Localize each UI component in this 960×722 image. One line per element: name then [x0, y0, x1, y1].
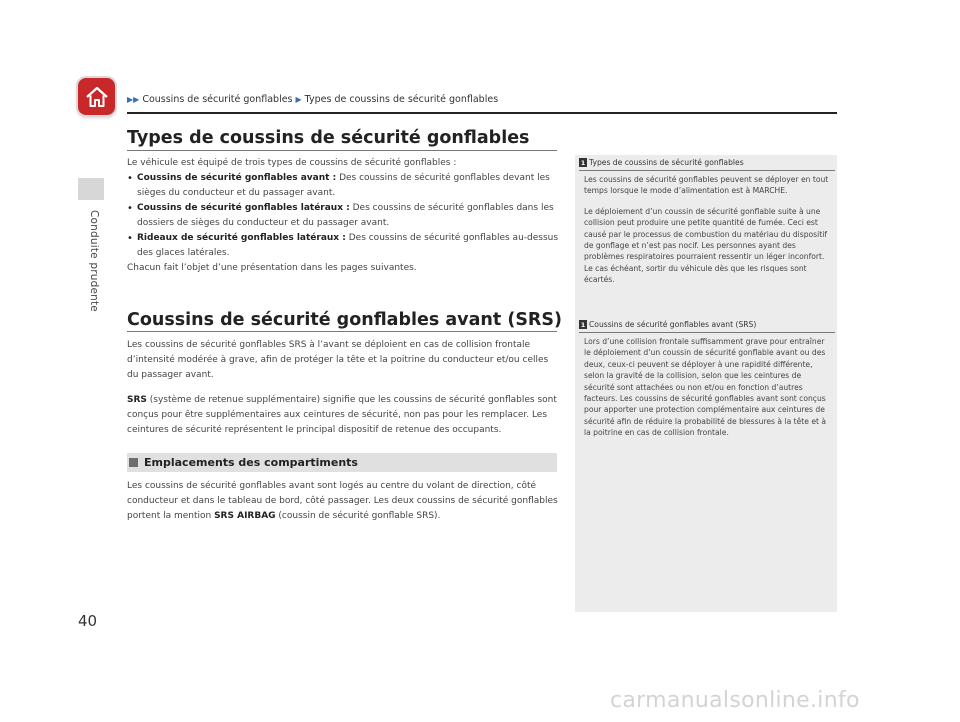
home-button[interactable] — [78, 78, 115, 115]
header-divider — [127, 112, 837, 114]
srs-term: SRS — [127, 395, 147, 405]
bullet-text: Des coussins de sécurité gonflables dans les dossiers de sièges du conducteur et du passager avant. — [137, 203, 554, 228]
paragraph: SRS (système de retenue supplémentaire) signifie que les coussins de sécurité gonflables sont conçus pour être supplémentaires aux ceintures de sécurité, non pas pour les remplacer. Les ceintures de sécurité représentent le principal dispositif de retenue des occupants. — [127, 395, 557, 435]
bullet-icon: • — [127, 173, 133, 184]
bullet-text: Des coussins de sécurité gonflables au-dessus des glaces latérales. — [137, 233, 559, 258]
chapter-tab[interactable] — [78, 178, 104, 200]
note-reference-icon: 1 — [580, 320, 586, 329]
section-front-body — [127, 338, 559, 438]
note-title[interactable]: Coussins de sécurité gonflables avant (SRS) — [589, 320, 757, 329]
note-title[interactable]: Types de coussins de sécurité gonflables — [589, 158, 744, 167]
bullet-icon: • — [127, 203, 133, 214]
page-number: 40 — [78, 612, 98, 630]
bullet-text: Des coussins de sécurité gonflables devant les sièges du conducteur et du passager avant. — [137, 173, 550, 198]
note-body: Lors d’une collision frontale suffisamment grave pour entraîner le déploiement d’un coussin de sécurité gonflable avant ou des deux, ceux-ci peuvent se déployer à une rapidité différente, selon la gravité de la collision, selon que les ceintures de sécurité sont attachées ou non et/ou en fonction d’autres facteurs. Les coussins de sécurité gonflables avant sont conçus pour apporter une protection complémentaire aux ceintures de sécurité afin de réduire la probabilité de blessures à la tête et à la poitrine en cas de collision frontale. — [584, 337, 827, 438]
compartment-location-text: Les coussins de sécurité gonflables avant sont logés au centre du volant de direction, côté conducteur et dans le tableau de bord, côté passager. Les deux coussins de sécurité gonflables portent la mention SRS AIRBAG (coussin de sécurité gonflable SRS). — [127, 481, 558, 521]
breadcrumb-current: Types de coussins de sécurité gonflables — [304, 94, 499, 105]
list-item — [127, 201, 559, 231]
list-item — [127, 171, 559, 201]
breadcrumb — [127, 94, 498, 105]
breadcrumb-arrow-icon: ▶▶ — [127, 95, 140, 104]
section-types-body — [127, 156, 559, 276]
subsection-title: Emplacements des compartiments — [144, 456, 358, 469]
breadcrumb-arrow-icon: ▶ — [295, 95, 302, 104]
paragraph: Les coussins de sécurité gonflables SRS à l’avant se déploient en cas de collision frontale d’intensité modérée à grave, afin de protéger la tête et la poitrine du conducteur et/ou celles du passager avant. — [127, 340, 549, 380]
note-reference-icon: 1 — [580, 158, 586, 167]
section-title-types: Types de coussins de sécurité gonflables — [127, 128, 530, 148]
bullet-icon: • — [127, 233, 133, 244]
bullet-term: Coussins de sécurité gonflables latéraux : — [137, 203, 350, 213]
section-title-front-airbags: Coussins de sécurité gonflables avant (SRS) — [127, 310, 562, 330]
note-heading — [579, 320, 756, 329]
square-bullet-icon — [129, 458, 138, 467]
closing-text: Chacun fait l’objet d’une présentation dans les pages suivantes. — [127, 263, 417, 273]
title-underline — [127, 150, 557, 151]
chapter-label: Conduite prudente — [88, 210, 100, 312]
note-heading — [579, 158, 744, 167]
subsection-heading — [127, 453, 557, 472]
srs-airbag-term: SRS AIRBAG — [214, 511, 276, 521]
note-body: Les coussins de sécurité gonflables peuvent se déployer en tout temps lorsque le mode d’alimentation est à MARCHE. Le déploiement d’un coussin de sécurité gonflable suite à une collision peut produire une petite quantité de fumée. Ceci est causé par le processus de combustion du matériau du dispositif de gonflage et n’est pas nocif. Les personnes ayant des problèmes respiratoires pourraient ressentir un léger inconfort. Le cas échéant, sortir du véhicule dès que les risques sont écartés. — [584, 175, 829, 285]
intro-text: Le véhicule est équipé de trois types de coussins de sécurité gonflables : — [127, 158, 457, 168]
list-item — [127, 231, 559, 261]
home-icon — [84, 84, 110, 110]
note-divider — [579, 170, 835, 171]
breadcrumb-link-airbags[interactable]: Coussins de sécurité gonflables — [142, 94, 293, 105]
note-divider — [579, 332, 835, 333]
bullet-term: Coussins de sécurité gonflables avant : — [137, 173, 337, 183]
watermark: carmanualsonline.info — [610, 688, 860, 713]
bullet-term: Rideaux de sécurité gonflables latéraux : — [137, 233, 346, 243]
title-underline — [127, 331, 557, 332]
